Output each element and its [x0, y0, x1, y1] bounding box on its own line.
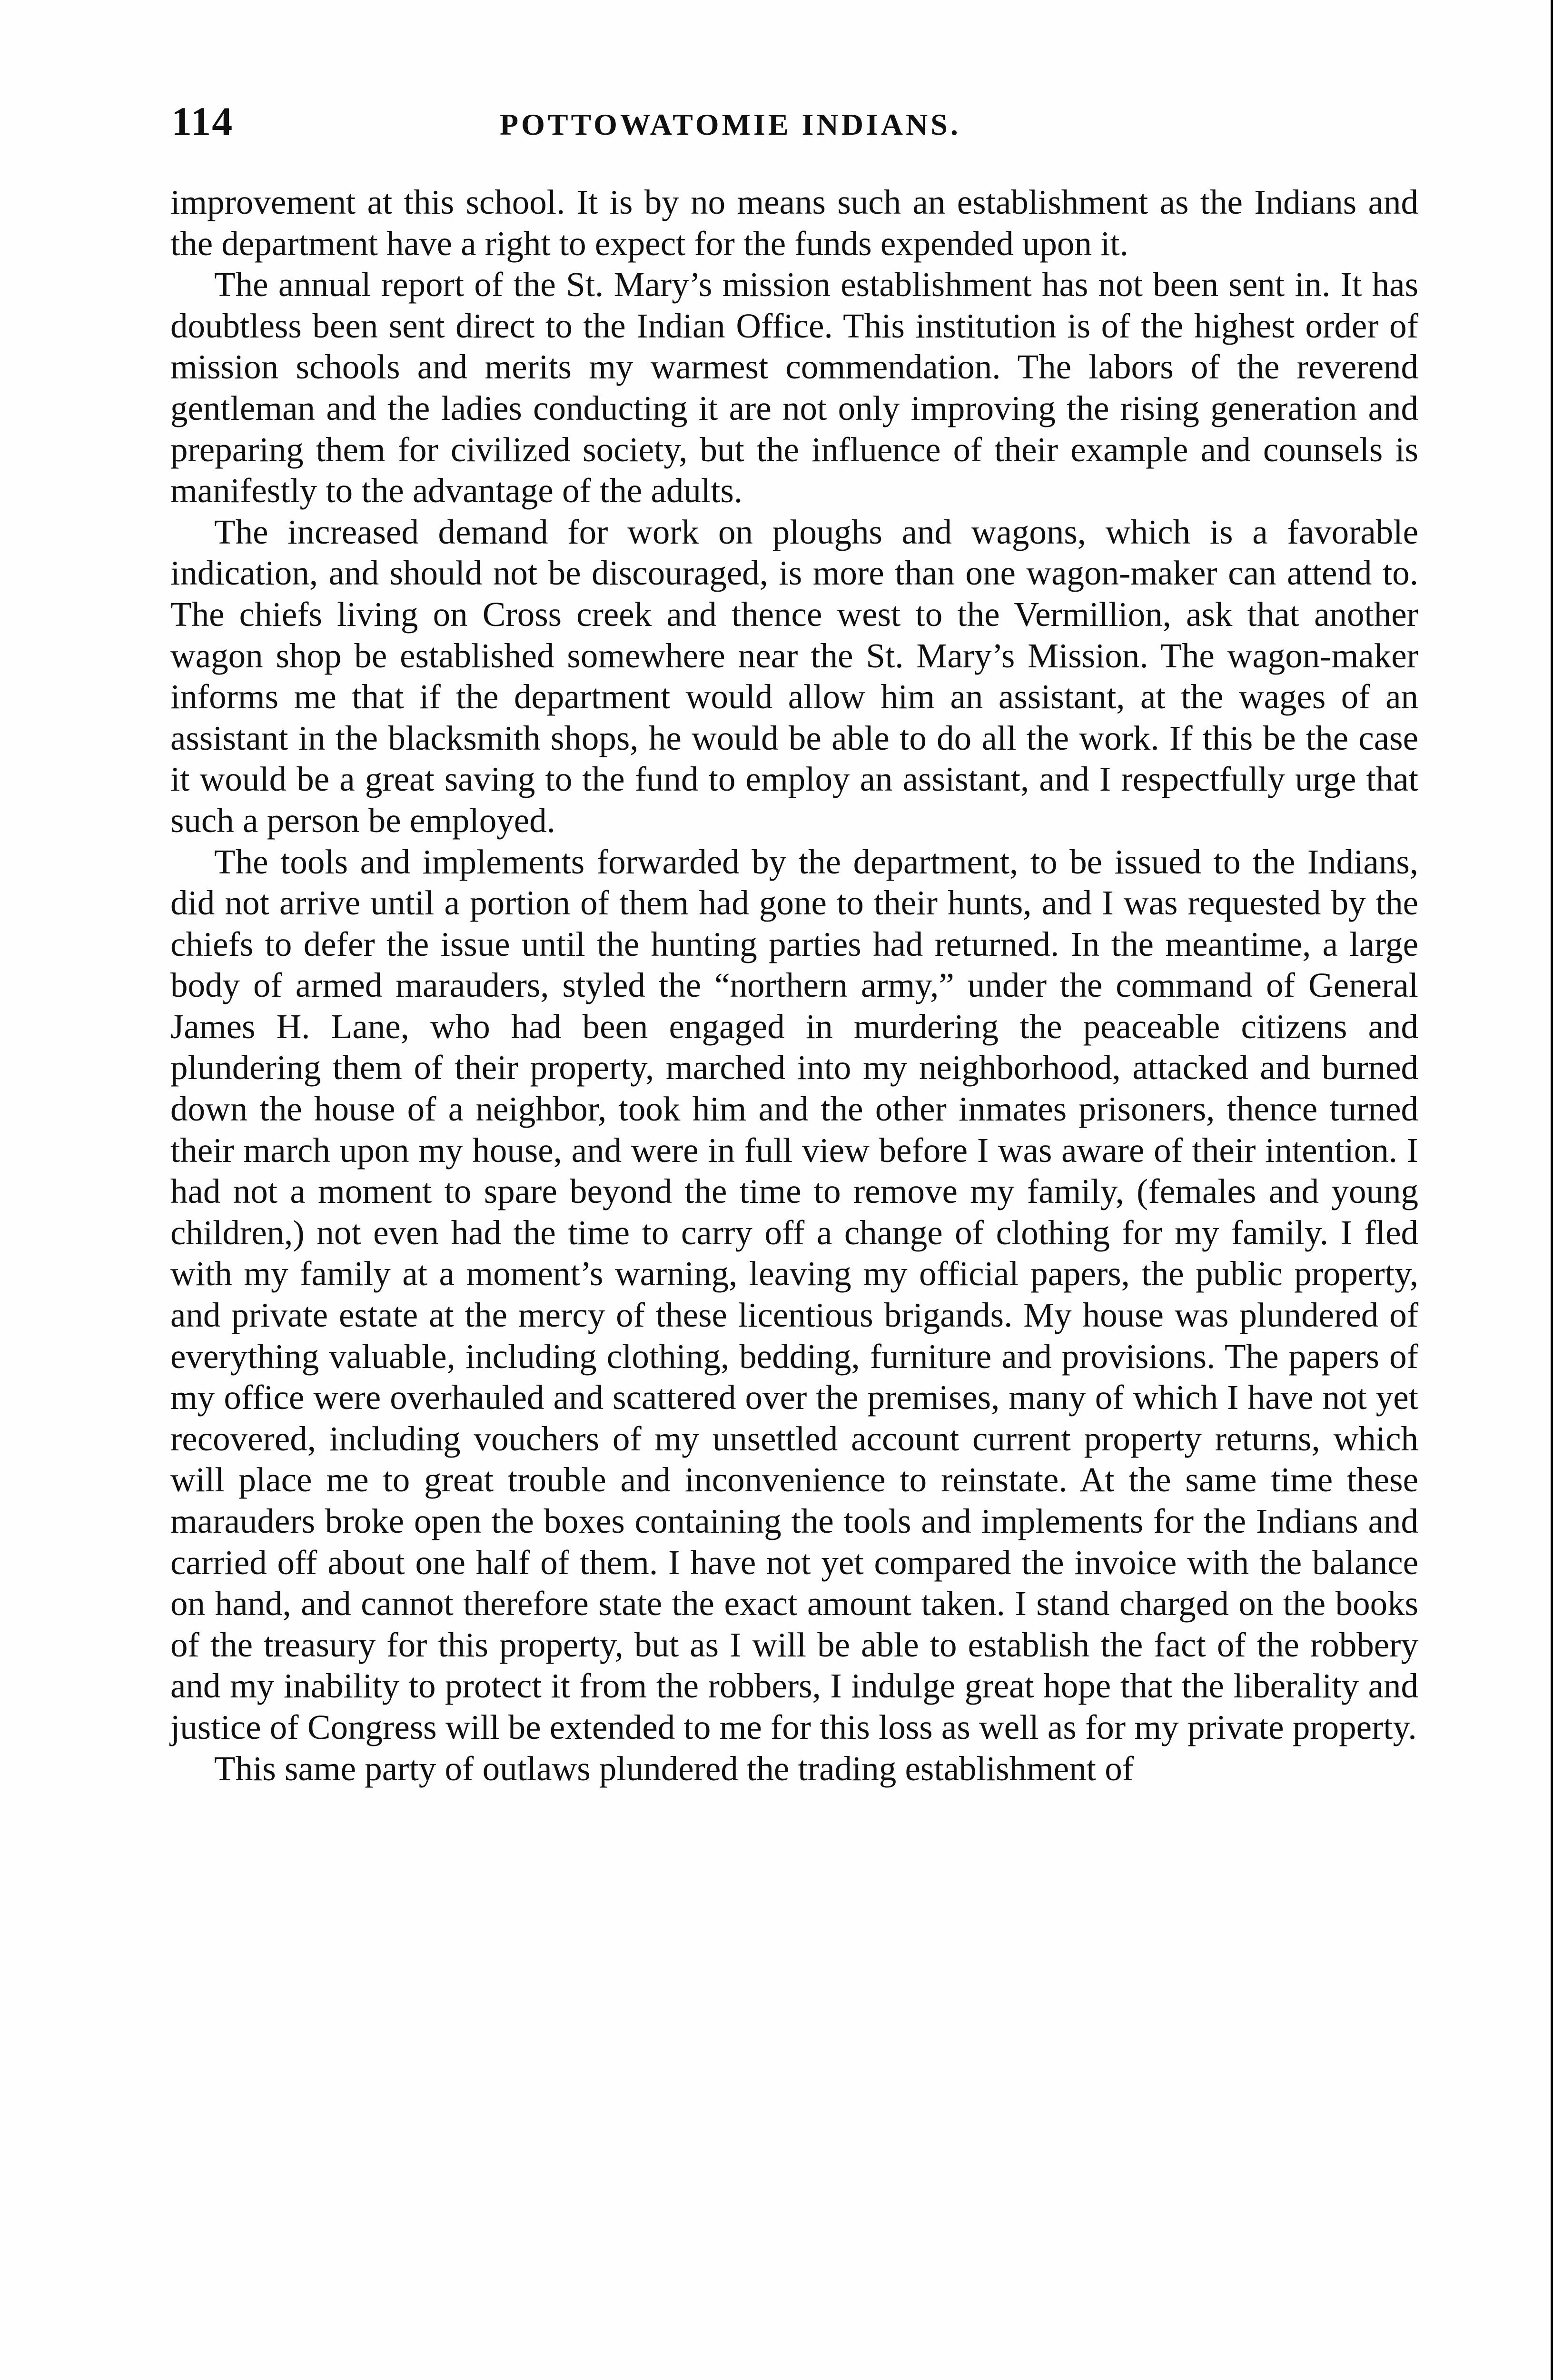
paragraph-2: The annual report of the St. Mary’s mission establishment has not been sent in. It has doubtless been sent direct to the Indian Office. This institution is of the highest order of mission schools and merits my warmest commendation. The labors of the reverend gentleman and the ladies conducting it are not only improving the rising generation and preparing them for civilized society, but the influence of their example and counsels is manifestly to the advantage of the adults. — [170, 265, 1418, 510]
scan-edge-right — [1551, 0, 1553, 2380]
paragraph-4: The tools and implements forwarded by the department, to be issued to the Indians, did not arrive until a portion of them had gone to their hunts, and I was requested by the chiefs to defer the issue until the hunting parties had returned. In the meantime, a large body of armed marauders, styled the “northern army,” under the command of General James H. Lane, who had been engaged in murdering the peaceable citizens and plundering them of their property, marched into my neighborhood, attacked and burned down the house of a neighbor, took him and the other inmates prisoners, thence turned their march upon my house, and were in full view before I was aware of their intention. I had not a moment to spare beyond the time to remove my family, (females and young children,) not even had the time to carry off a change of clothing for my family. I fled with my family at a moment’s warning, leaving my official papers, the public property, and private estate at the mercy of these licentious brigands. My house was plundered of everything valuable, including clothing, bedding, furniture and provisions. The papers of my office were overhauled and scattered over the premises, many of which I have not yet recovered, including vouchers of my unsettled account current property returns, which will place me to great trouble and inconvenience to reinstate. At the same time these marauders broke open the boxes containing the tools and implements for the Indians and carried off about one half of them. I have not yet compared the invoice with the balance on hand, and cannot therefore state the exact amount taken. I stand charged on the books of the treasury for this property, but as I will be able to establish the fact of the robbery and my inability to protect it from the robbers, I indulge great hope that the liberality and justice of Congress will be extended to me for this loss as well as for my private property. — [170, 842, 1418, 1746]
page-number: 114 — [171, 99, 234, 144]
paragraph-3: The increased demand for work on ploughs and wagons, which is a favorable indication, and should not be discouraged, is more than one wagon-maker can attend to. The chiefs living on Cross creek and thence west to the Vermillion, ask that another wagon shop be established somewhere near the St. Mary’s Mission. The wagon-maker informs me that if the department would allow him an assistant, at the wages of an assistant in the blacksmith shops, he would be able to do all the work. If this be the case it would be a great saving to the fund to employ an assistant, and I respectfully urge that such a person be employed. — [170, 512, 1418, 840]
page-header — [171, 95, 1418, 148]
running-head: POTTOWATOMIE INDIANS. — [500, 108, 961, 141]
body-text — [170, 182, 1418, 1789]
paragraph-5: This same party of outlaws plundered the trading establishment of — [214, 1749, 1134, 1788]
paragraph-1: improvement at this school. It is by no means such an establishment as the Indians and the department have a right to expect for the funds expended upon it. — [170, 183, 1418, 263]
